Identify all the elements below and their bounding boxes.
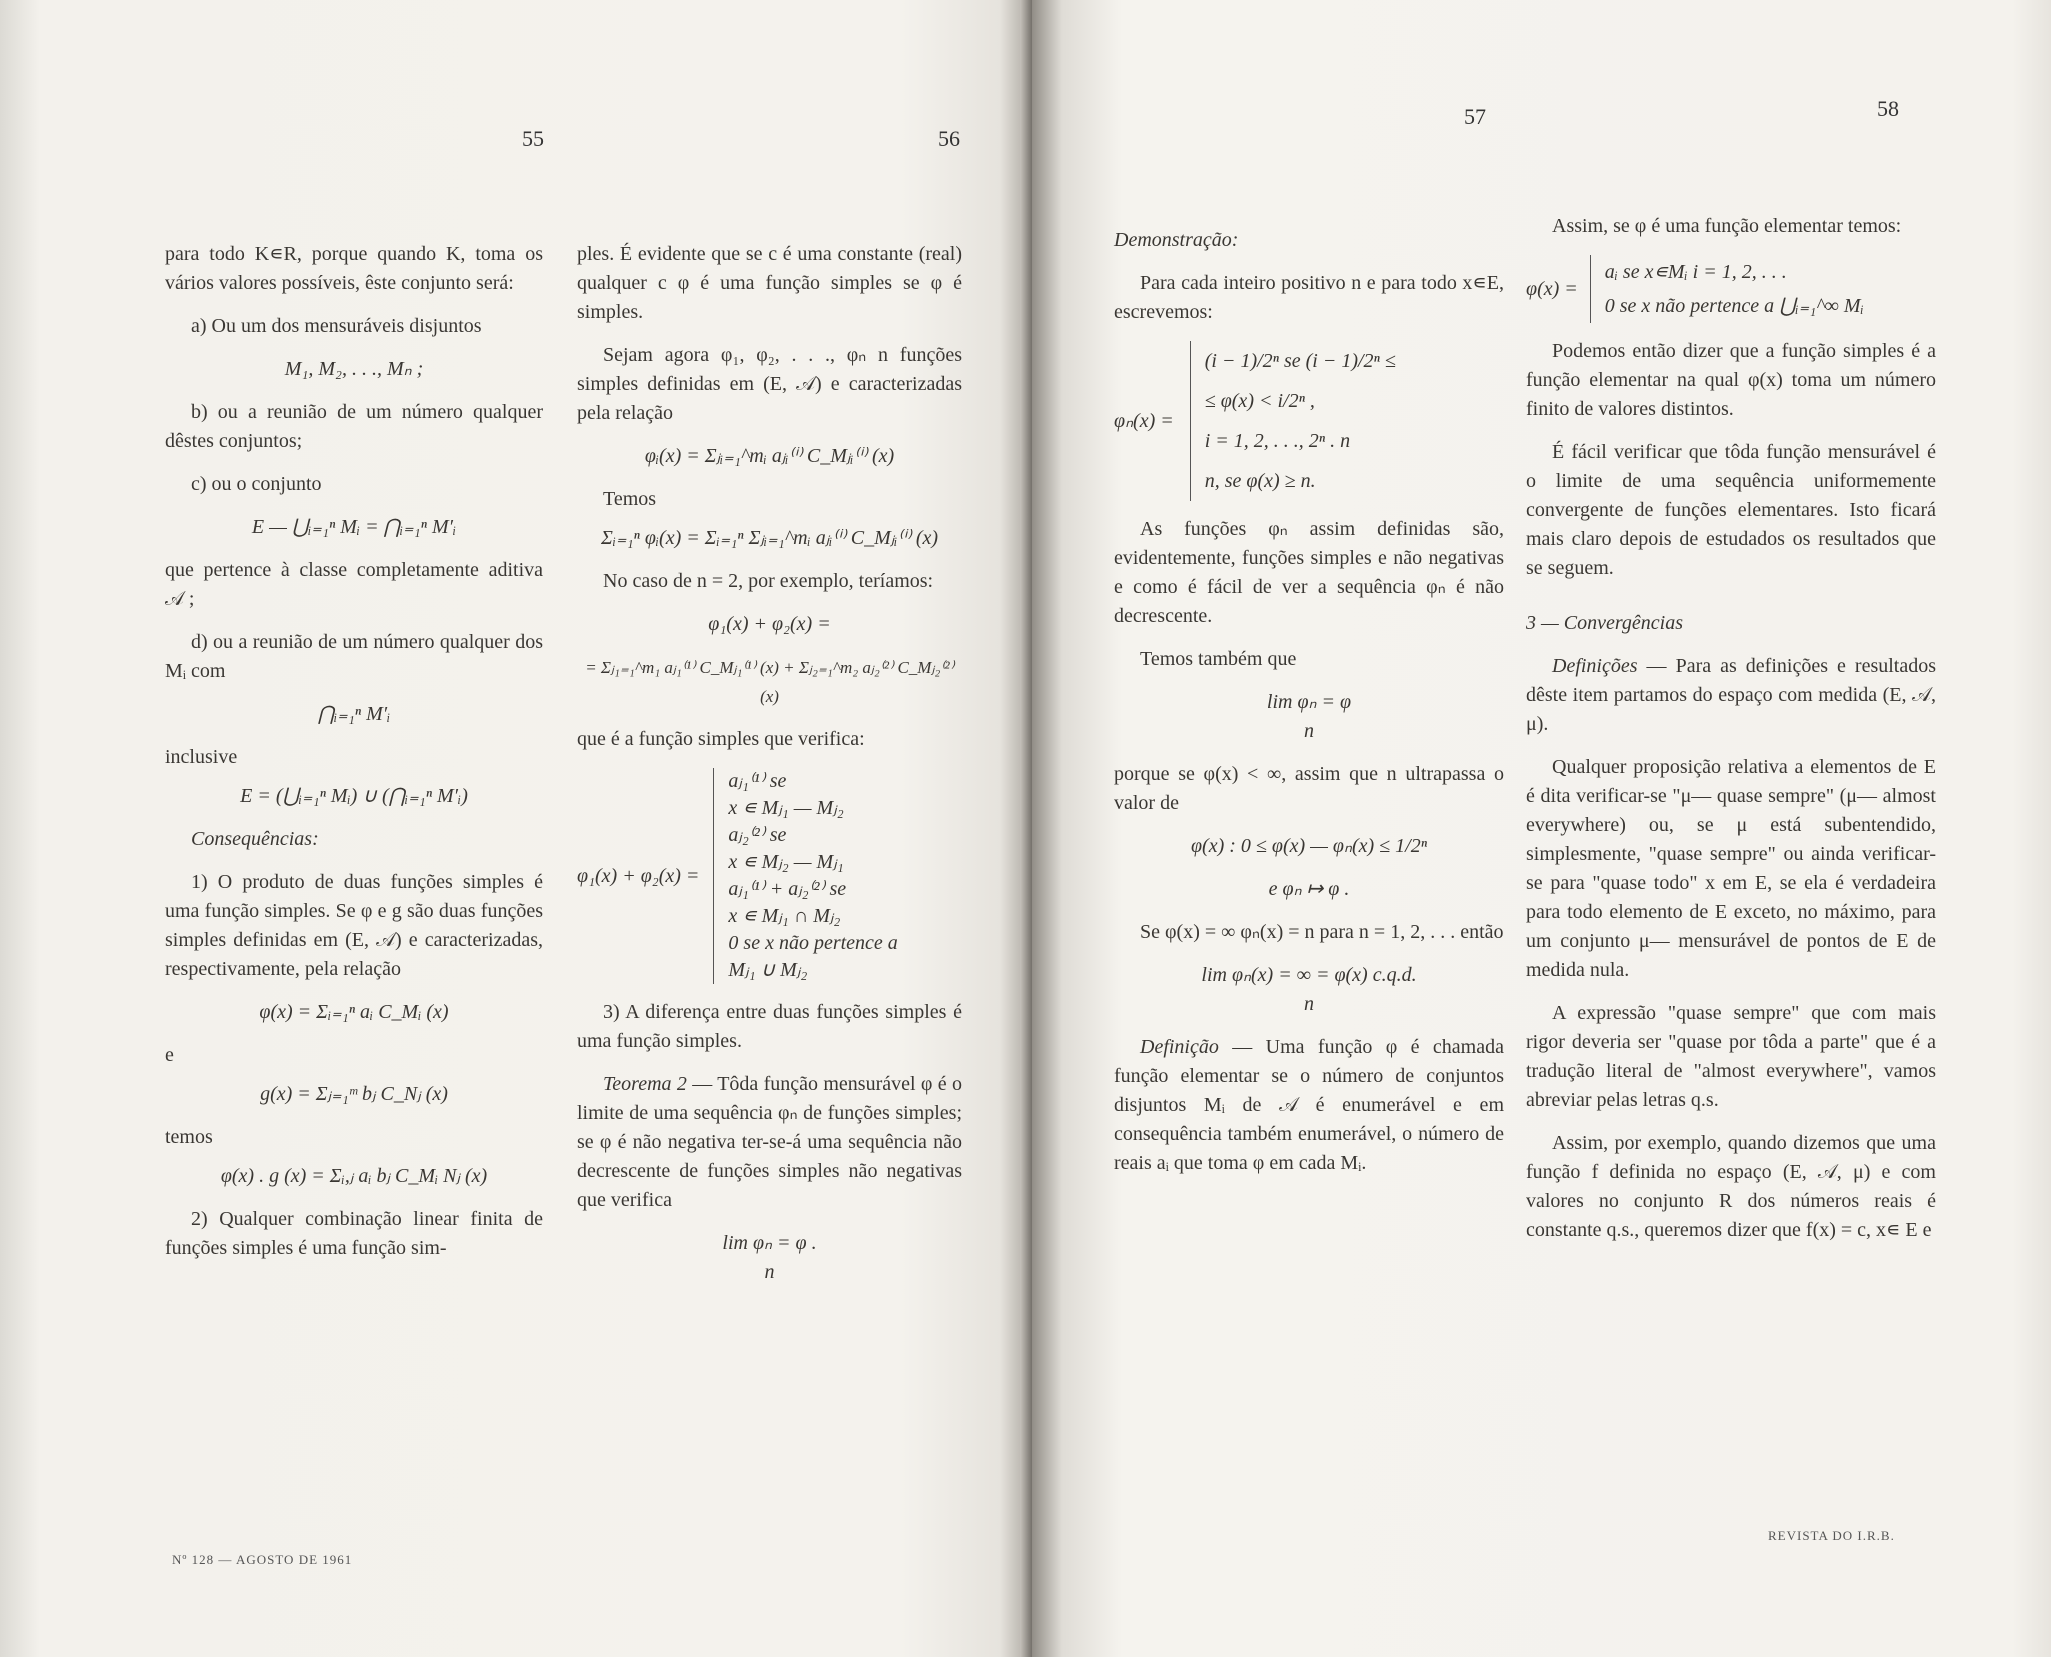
case-line: Mⱼ₁ ∪ Mⱼ₂ [728, 959, 808, 981]
paragraph: para todo K∊R, porque quando K, toma os vários valores possíveis, êste conjunto será: [165, 243, 543, 294]
page-number-58: 58 [1877, 96, 1899, 121]
paragraph: e [165, 1044, 174, 1066]
cases-lhs: φₙ(x) = [1114, 409, 1174, 432]
case-line: aᵢ se x∊Mᵢ i = 1, 2, . . . [1604, 261, 1787, 283]
case-line: ≤ φ(x) < i/2ⁿ , [1204, 390, 1315, 412]
formula: Σᵢ₌₁ⁿ φᵢ(x) = Σᵢ₌₁ⁿ Σⱼᵢ₌₁^mᵢ aⱼᵢ⁽ⁱ⁾ C_Mⱼᵢ⁽ⁱ⁾ (x) [600, 527, 939, 549]
cases-block [1590, 255, 1864, 323]
page-number-57: 57 [1464, 104, 1486, 129]
item-a: a) Ou um dos mensuráveis disjuntos [191, 315, 482, 337]
limit-subscript: n [764, 1261, 775, 1283]
paragraph: No caso de n = 2, por exemplo, teríamos: [603, 570, 934, 592]
formula [577, 1229, 962, 1287]
paragraph: Se φ(x) = ∞ φₙ(x) = n para n = 1, 2, . . . então [1140, 921, 1504, 943]
limit: lim φₙ(x) = ∞ = φ(x) c.q.d. [1201, 964, 1417, 986]
cases-formula [577, 768, 962, 984]
paragraph: Temos também que [1140, 648, 1297, 670]
paragraph: 2) Qualquer combinação linear finita de funções simples é uma função sim- [165, 1208, 543, 1259]
paragraph: inclusive [165, 746, 238, 768]
cases-formula [1114, 341, 1504, 501]
formula [1114, 688, 1504, 746]
case-line: n, se φ(x) ≥ n. [1204, 470, 1316, 492]
limit: lim φₙ = φ [1266, 691, 1352, 713]
cases-lhs: φ₁(x) + φ₂(x) = [577, 864, 700, 887]
paragraph: Para cada inteiro positivo n e para todo x∊E, escrevemos: [1114, 272, 1504, 323]
case-line: aⱼ₂⁽²⁾ se [728, 824, 787, 846]
paragraph: É fácil verificar que tôda função mensurável é o limite de uma sequência uniformemente convergente de funções elementares. Isto ficará mais claro depois de estudados os resultados que se seguem. [1526, 441, 1936, 579]
definitions [1526, 652, 1936, 739]
right-column-1 [1114, 226, 1504, 1192]
section-heading: Consequências: [191, 828, 319, 850]
formula: M₁, M₂, . . ., Mₙ ; [284, 358, 424, 380]
formula: φ₁(x) + φ₂(x) = [708, 613, 831, 635]
section-heading: Demonstração: [1114, 229, 1239, 251]
paragraph: A expressão "quase sempre" que com mais rigor deveria ser "quase por tôda a parte" que é a tradução literal de "almost everywhere", vamos abreviar pelas letras q.s. [1526, 1002, 1936, 1111]
paragraph: que é a função simples que verifica: [577, 728, 865, 750]
limit-subscript: n [1304, 720, 1314, 742]
left-column-2 [577, 240, 962, 1301]
case-line: aⱼ₁⁽¹⁾ se [728, 770, 787, 792]
cases-formula [1526, 255, 1936, 323]
left-column-1 [165, 240, 543, 1277]
definition-text: — Uma função φ é chamada função elementar se o número de conjuntos disjuntos Mᵢ de 𝒜 é enumerável e em consequência também enumerável, o número de reais aᵢ que toma φ em cada Mᵢ. [1114, 1036, 1504, 1174]
theorem-text: — Tôda função mensurável φ é o limite de uma sequência φₙ de funções simples; se φ é não negativa ter-se-á uma sequência não decrescente de funções simples não negativas que verifica [577, 1073, 962, 1211]
item-c: c) ou o conjunto [191, 473, 322, 495]
formula: E — ⋃ᵢ₌₁ⁿ Mᵢ = ⋂ᵢ₌₁ⁿ M′ᵢ [251, 516, 457, 538]
theorem-label: Teorema 2 [603, 1073, 687, 1095]
formula: g(x) = Σⱼ₌₁ᵐ bⱼ C_Nⱼ (x) [260, 1083, 448, 1105]
page-number-55: 55 [522, 126, 544, 151]
case-line: 0 se x não pertence a ⋃ᵢ₌₁^∞ Mᵢ [1604, 295, 1864, 317]
case-line: (i − 1)/2ⁿ se (i − 1)/2ⁿ ≤ [1204, 350, 1396, 372]
formula: φ(x) . g (x) = Σᵢ,ⱼ aᵢ bⱼ C_Mᵢ Nⱼ (x) [220, 1165, 488, 1187]
paragraph: Temos [603, 488, 657, 510]
paragraph: porque se φ(x) < ∞, assim que n ultrapassa o valor de [1114, 763, 1504, 814]
formula: e φₙ ↦ φ . [1268, 878, 1350, 900]
definitions-text: — Para as definições e resultados dêste item partamos do espaço com medida (E, 𝒜, μ). [1526, 655, 1936, 735]
formula [1114, 961, 1504, 1019]
paragraph: 1) O produto de duas funções simples é uma função simples. Se φ e g são duas funções simples definidas em (E, 𝒜) e caracterizadas, respectivamente, pela relação [165, 871, 543, 980]
footer: Nº 128 — AGOSTO DE 1961 [172, 1552, 353, 1567]
theorem [577, 1070, 962, 1215]
definition-label: Definição [1140, 1036, 1219, 1058]
item-d: d) ou a reunião de um número qualquer dos Mᵢ com [165, 631, 543, 682]
paragraph: Podemos então dizer que a função simples é a função elementar na qual φ(x) toma um número finito de valores distintos. [1526, 340, 1936, 420]
paragraph: As funções φₙ assim definidas são, evidentemente, funções simples e não negativas e como é fácil de ver a sequência φₙ é não decrescente. [1114, 518, 1504, 627]
limit: lim φₙ = φ . [722, 1232, 817, 1254]
limit-subscript: n [1304, 993, 1314, 1015]
section-heading: 3 — Convergências [1526, 612, 1684, 634]
right-column-2 [1526, 212, 1936, 1259]
formula: φ(x) = Σᵢ₌₁ⁿ aᵢ C_Mᵢ (x) [259, 1001, 449, 1023]
paragraph: Assim, se φ é uma função elementar temos: [1552, 215, 1902, 237]
cases-block [1190, 341, 1396, 501]
case-line: x ∊ Mⱼ₂ — Mⱼ₁ [728, 851, 844, 873]
formula: = Σⱼ₁₌₁^m₁ aⱼ₁⁽¹⁾ C_Mⱼ₁⁽¹⁾ (x) + Σⱼ₂₌₁^m₂ aⱼ₂⁽²⁾ C_Mⱼ₂⁽²⁾ (x) [585, 658, 954, 706]
right-page [1032, 0, 2051, 1657]
case-line: aⱼ₁⁽¹⁾ + aⱼ₂⁽²⁾ se [728, 878, 847, 900]
paragraph: Assim, por exemplo, quando dizemos que uma função f definida no espaço (E, 𝒜, μ) e com valores no conjunto R dos números reais é constante q.s., queremos dizer que f(x) = c, x∊ E e [1526, 1132, 1936, 1241]
case-line: x ∊ Mⱼ₁ — Mⱼ₂ [728, 797, 844, 819]
cases-lhs: φ(x) = [1526, 277, 1578, 300]
paragraph: ples. É evidente que se c é uma constante (real) qualquer c φ é uma função simples se φ é simples. [577, 243, 962, 323]
paragraph: temos [165, 1126, 213, 1148]
definitions-label: Definições [1552, 655, 1638, 677]
case-line: 0 se x não pertence a [728, 932, 898, 954]
formula: φ(x) : 0 ≤ φ(x) — φₙ(x) ≤ 1/2ⁿ [1190, 835, 1427, 857]
cases-block [713, 768, 897, 984]
case-line: x ∊ Mⱼ₁ ∩ Mⱼ₂ [728, 905, 841, 927]
page-number-56: 56 [938, 126, 960, 151]
footer: REVISTA DO I.R.B. [1768, 1528, 1895, 1543]
definition [1114, 1033, 1504, 1178]
item-b: b) ou a reunião de um número qualquer dêstes conjuntos; [165, 401, 543, 452]
paragraph: Qualquer proposição relativa a elementos de E é dita verificar-se "μ— quase sempre" (μ— almost everywhere) ou, se μ está subentendido, simplesmente, "quase sempre" ou ainda verificar-se para "quase todo" x em E, se ela é verdadeira para todo elemento de E exceto, no máximo, para um conjunto μ— mensurável de pontos de E de medida nula. [1526, 756, 1936, 981]
paragraph: Sejam agora φ₁, φ₂, . . ., φₙ n funções simples definidas em (E, 𝒜) e caracterizadas pela relação [577, 344, 962, 424]
paragraph: que pertence à classe completamente aditiva 𝒜 ; [165, 559, 543, 610]
formula: φᵢ(x) = Σⱼᵢ₌₁^mᵢ aⱼᵢ⁽ⁱ⁾ C_Mⱼᵢ⁽ⁱ⁾ (x) [644, 445, 895, 467]
formula: E = (⋃ᵢ₌₁ⁿ Mᵢ) ∪ (⋂ᵢ₌₁ⁿ M′ᵢ) [240, 785, 468, 807]
paragraph: 3) A diferença entre duas funções simples é uma função simples. [577, 1001, 962, 1052]
formula: ⋂ᵢ₌₁ⁿ M′ᵢ [317, 703, 391, 725]
case-line: i = 1, 2, . . ., 2ⁿ . n [1204, 430, 1351, 452]
